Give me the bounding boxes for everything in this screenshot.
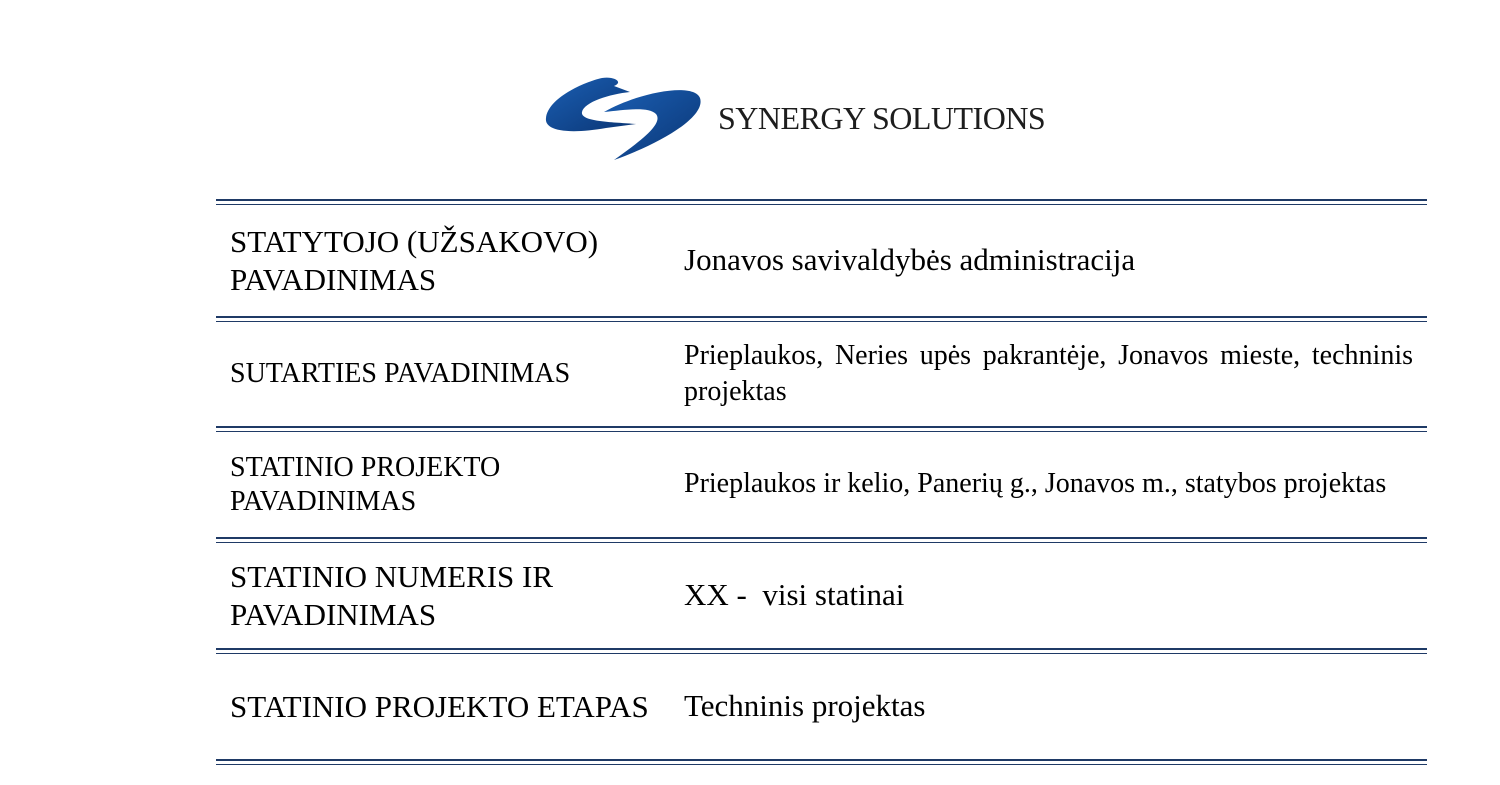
row-value: Jonavos savivaldybės administracija [684,242,1136,278]
table-row [216,205,1427,316]
table-divider [216,759,1427,765]
row-value: Techninis projektas [684,688,926,724]
row-label: SUTARTIES PAVADINIMAS [230,358,571,390]
row-label: STATINIO NUMERIS IR PAVADINIMAS [230,559,554,632]
row-value: Prieplaukos ir kelio, Panerių g., Jonavos m., statybos projektas [684,468,1387,500]
row-label: STATYTOJO (UŽSAKOVO) PAVADINIMAS [230,224,599,297]
table-row [216,543,1427,648]
row-label: STATINIO PROJEKTO PAVADINIMAS [230,451,501,517]
table-row [216,654,1427,759]
table-row [216,432,1427,537]
row-value: Prieplaukos, Neries upės pakrantėje, Jonavos mieste, techninis projektas [684,339,1413,407]
synergy-swoosh-icon [544,72,704,164]
row-value: XX - visi statinai [684,577,905,613]
logo-wordmark: SYNERGY SOLUTIONS [718,99,1046,136]
row-label: STATINIO PROJEKTO ETAPAS [230,688,649,724]
table-row [216,322,1427,426]
company-logo [544,70,1094,166]
project-info-table [216,199,1427,765]
